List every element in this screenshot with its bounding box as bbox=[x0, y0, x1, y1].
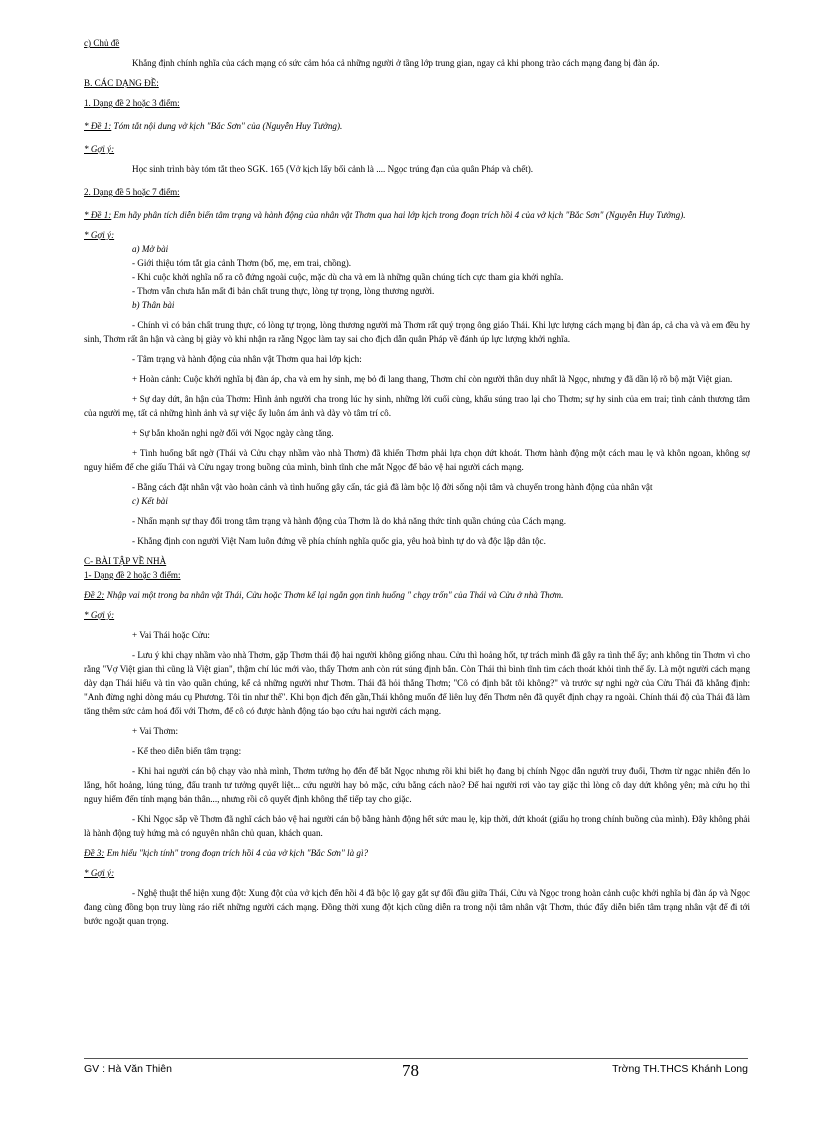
vai-2-a: - Kể theo diễn biến tâm trạng: bbox=[132, 746, 242, 756]
section-b-heading: B. CÁC DẠNG ĐỀ: bbox=[84, 78, 159, 88]
mb-1: - Giới thiệu tóm tắt gia cảnh Thơm (bố, mẹ, em trai, chồng). bbox=[132, 258, 352, 268]
page-footer bbox=[84, 1058, 748, 1083]
page-number: 78 bbox=[402, 1061, 419, 1080]
c1-heading: 1- Dạng đề 2 hoặc 3 điểm: bbox=[84, 570, 181, 580]
b1-heading: 1. Dạng đề 2 hoặc 3 điểm: bbox=[84, 98, 180, 108]
vai-1-heading: + Vai Thái hoặc Cửu: bbox=[132, 630, 210, 640]
b1-de bbox=[84, 119, 750, 133]
de3 bbox=[84, 846, 750, 860]
tb-1: - Chính vì có bản chất trung thực, có lòng tự trọng, lòng thương người mà Thơm rất quý trọng ông giáo Thái. Khi lực lượng cách mạng bị đàn áp, cả cha và và em đều hy sinh, Thơm rất ân hận và càng bị giày vò khi nhận ra rằng Ngọc làm tay sai cho địch dẫn quân Pháp về đánh úp lực lượng khởi nghĩa. bbox=[84, 320, 750, 344]
footer-school: Trờng TH.THCS Khánh Long bbox=[612, 1063, 748, 1075]
tb-3: + Hoàn cảnh: Cuộc khởi nghĩa bị đàn áp, cha và em hy sinh, mẹ bỏ đi lang thang, Thơm chỉ còn người thân duy nhất là Ngọc, nhưng y đã dần lộ rõ bộ mặt Việt gian. bbox=[132, 374, 733, 384]
de3-label: Đề 3: bbox=[84, 848, 105, 858]
b1-goiy: * Gợi ý: bbox=[84, 144, 115, 154]
vai-1-text: - Lưu ý khi chạy nhầm vào nhà Thơm, gặp Thơm thái độ hai người không giống nhau. Cửu thì hoảng hốt, tự trách mình đã gây ra tình thế ấy; anh không tin Thơm vì cho rằng "Vợ Việt gian thì cũng là Việt gian", thậm chí lúc mới vào, thấy Thơm anh còn rút súng định bắn. Còn Thái thì bình tĩnh tìm cách thoát khỏi tình thế ấy. Là một người cách mạng dày dạn Thái hiểu và tin vào quần chúng, kể cả những người như Thơm. Thái đã hỏi thẳng Thơm; "Cô có định bắt tôi không?" và trước sự nghi ngờ của Cửu Thái đã khẳng định: "Anh đừng nghi dòng máu cụ Phương. Tôi tin như thế". Khi bọn địch đến gần,Thái không muốn để liên luỵ đến Thơm nên đã quyết định chạy ra ngoài. Chính thái độ của Thái đã làm tăng thêm sức cảm hoá đối với Thơm, để cô có được hành động táo bạo cứu hai người cách mạng. bbox=[84, 650, 750, 716]
footer-teacher: GV : Hà Văn Thiên bbox=[84, 1063, 172, 1075]
vai-2-c: - Khi Ngọc sắp về Thơm đã nghĩ cách bảo vệ hai người cán bộ bằng hành động hết sức mau lẹ, kịp thời, dứt khoát (giấu họ trong chính buồng của mình). Đây không phải là hành động tuỳ hứng mà có nguyên nhân chủ quan, khách quan. bbox=[84, 814, 750, 838]
tb-4: + Sự day dứt, ân hận của Thơm: Hình ảnh người cha trong lúc hy sinh, những lời cuối cùng, khẩu súng trao lại cho Thơm; sự hy sinh của em trai; tình cảnh thương tâm của người mẹ, tất cả những hình ảnh và sự việc ấy luôn ám ảnh và dày vò tâm trí cô. bbox=[84, 394, 750, 418]
b1-de-text: Tóm tắt nội dung vở kịch "Bắc Sơn" của (Nguyễn Huy Tưởng). bbox=[111, 121, 343, 131]
b2-goiy: * Gợi ý: bbox=[84, 230, 115, 240]
section-c-body: Khẳng định chính nghĩa của cách mạng có sức cảm hóa cả những người ở tầng lớp trung gian, ngay cả khi phong trào cách mạng đang bị đàn áp. bbox=[132, 58, 660, 68]
vai-2-b: - Khi hai người cán bộ chạy vào nhà mình, Thơm tưởng họ đến để bắt Ngọc nhưng rồi khi biết họ đang bị chính Ngọc dẫn người truy đuổi, Thơm từ ngạc nhiên đến lo lắng, hốt hoảng, lúng túng, đấu tranh tư tưởng quyết liệt... cứu người hay bỏ mặc, cứu bằng cách nào? Để hai người rơi vào tay giặc thì lòng cô day dứt không yên; mà cứu họ thì nguy hiểm đến tính mạng bản thân..., nhưng rồi cô quyết định không thể tiếp tay cho giặc. bbox=[84, 766, 750, 804]
b2-heading: 2. Dạng đề 5 hoặc 7 điểm: bbox=[84, 187, 180, 197]
mb-2: - Khi cuộc khởi nghĩa nổ ra cô đứng ngoài cuộc, mặc dù cha và em là những quần chúng tích cực tham gia khởi nghĩa. bbox=[132, 272, 564, 282]
vai-2-heading: + Vai Thơm: bbox=[132, 726, 178, 736]
mo-bai-heading: a) Mở bài bbox=[132, 244, 169, 254]
than-bai-heading: b) Thân bài bbox=[132, 300, 175, 310]
de3-text: Em hiểu "kịch tính" trong đoạn trích hồi 4 của vở kịch "Bắc Sơn" là gì? bbox=[104, 848, 369, 858]
b2-de-label: * Đề 1: bbox=[84, 210, 112, 220]
mb-3: - Thơm vẫn chưa hẳn mất đi bản chất trung thực, lòng tự trọng, lòng thương người. bbox=[132, 286, 435, 296]
kb-1: - Nhấn mạnh sự thay đổi trong tâm trạng và hành động của Thơm là do khả năng thức tỉnh quần chúng của Cách mạng. bbox=[132, 516, 566, 526]
de2-text: Nhập vai một trong ba nhân vật Thái, Cửu hoặc Thơm kể lại ngắn gọn tình huống " chạy trốn" của Thái và Cửu ở nhà Thơm. bbox=[104, 590, 564, 600]
tb-6: + Tình huống bất ngờ (Thái và Cửu chạy nhầm vào nhà Thơm) đã khiến Thơm phải lựa chọn dứt khoát. Thơm hành động một cách mau lẹ và khôn ngoan, không sợ nguy hiểm để che giấu Thái và Cửu ngay trong buồng của mình, bình tĩnh che mắt Ngọc để bảo vệ hai người cách mạng. bbox=[84, 448, 750, 472]
tb-7: - Bằng cách đặt nhân vật vào hoàn cảnh và tình huống gây cấn, tác giả đã làm bộc lộ đời sống nội tâm và chuyển trong hành động của nhân vật bbox=[132, 482, 653, 492]
b1-goiy-text: Học sinh trình bày tóm tắt theo SGK. 165 (Vở kịch lấy bối cảnh là .... Ngọc trúng đạn của quân Pháp và chết). bbox=[132, 164, 534, 174]
de2-label: Đề 2: bbox=[84, 590, 105, 600]
section-c-heading: C- BÀI TẬP VỀ NHÀ bbox=[84, 556, 167, 566]
tb-2: - Tâm trạng và hành động của nhân vật Thơm qua hai lớp kịch: bbox=[132, 354, 362, 364]
c1-goiy: * Gợi ý: bbox=[84, 610, 115, 620]
kb-2: - Khẳng định con người Việt Nam luôn đứng về phía chính nghĩa quốc gia, yêu hoà bình tự do và độc lập dân tộc. bbox=[132, 536, 546, 546]
de2 bbox=[84, 588, 750, 602]
b2-de-text: Em hãy phân tích diễn biến tâm trạng và hành động của nhân vật Thơm qua hai lớp kịch trong đoạn trích hồi 4 của vở kịch "Bắc Sơn" (Nguyễn Huy Tưởng). bbox=[111, 210, 686, 220]
b2-de bbox=[84, 208, 750, 222]
de3-body: - Nghệ thuật thể hiện xung đột: Xung đột của vở kịch đến hồi 4 đã bộc lộ gay gắt sự đối đầu giữa Thái, Cửu và Ngọc trong hoàn cảnh cuộc khởi nghĩa bị đàn áp và Ngọc đang cùng đồng bọn truy lùng ráo riết những người cách mạng. Đồng thời xung đột kịch cũng diễn ra trong nội tâm nhân vật Thơm, thúc đẩy diễn biến tâm trạng nhân vật để đi tới bước ngoặt quan trọng. bbox=[84, 888, 750, 926]
ket-bai-heading: c) Kết bài bbox=[132, 496, 168, 506]
b1-de-label: * Đề 1: bbox=[84, 121, 112, 131]
document-page bbox=[84, 36, 750, 928]
tb-5: + Sự bắn khoăn nghi ngờ đối với Ngọc ngày càng tăng. bbox=[132, 428, 334, 438]
de3-goiy: * Gợi ý: bbox=[84, 868, 115, 878]
section-c-title: c) Chủ đề bbox=[84, 38, 120, 48]
